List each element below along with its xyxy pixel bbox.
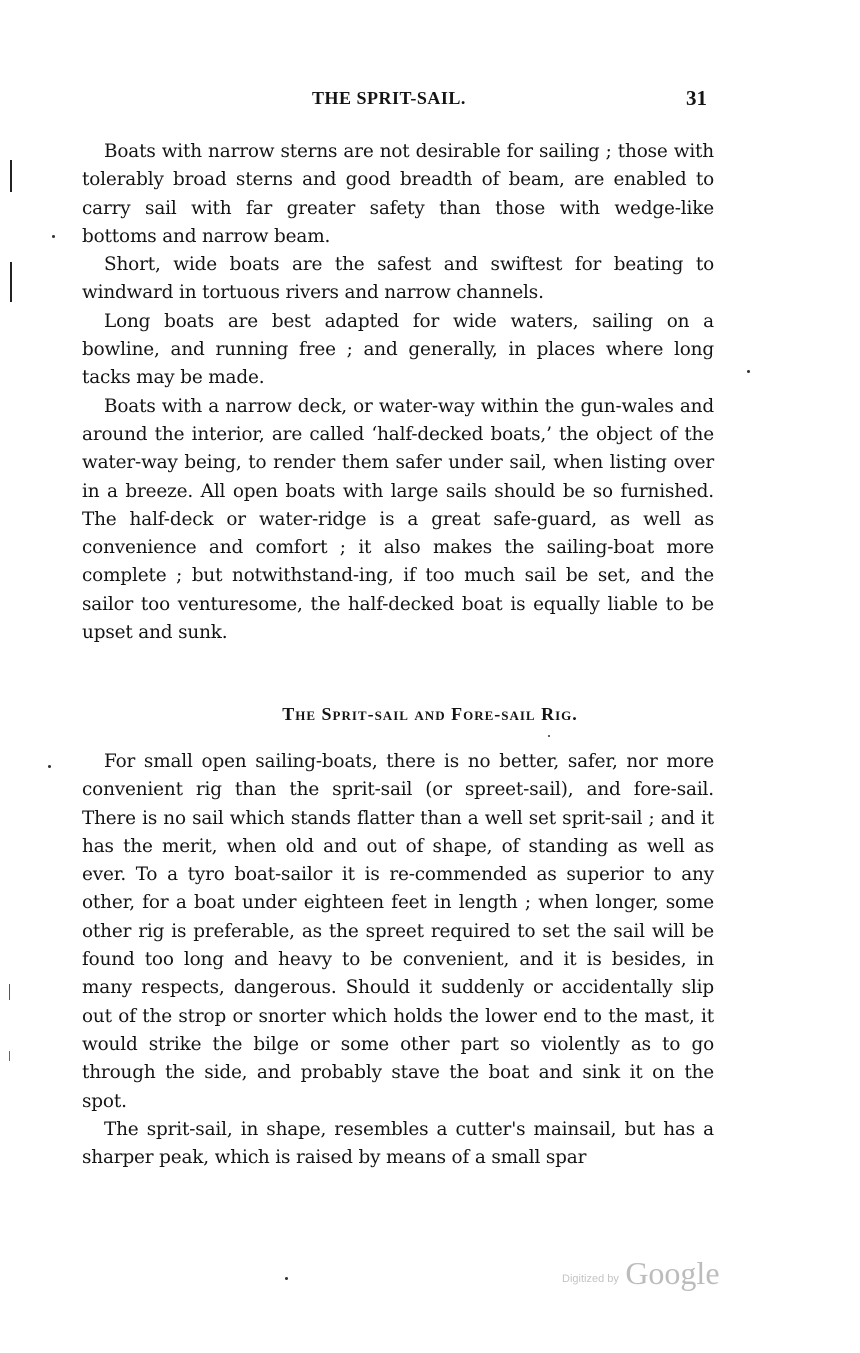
page-number: 31 bbox=[686, 86, 707, 110]
section-heading: The Sprit-sail and Fore-sail Rig. bbox=[282, 704, 578, 724]
section-two-body bbox=[82, 748, 714, 1172]
margin-mark bbox=[10, 262, 12, 302]
margin-mark bbox=[10, 160, 12, 192]
google-logo-text: Google bbox=[625, 1255, 720, 1291]
scan-speck bbox=[747, 370, 750, 373]
margin-mark bbox=[9, 984, 10, 1000]
paragraph: Short, wide boats are the safest and swiftest for beating to windward in tortuous rivers and narrow channels. bbox=[82, 254, 714, 304]
paragraph: Long boats are best adapted for wide waters, sailing on a bowline, and running free ; and generally, in places where long tacks may be made. bbox=[82, 310, 714, 389]
scan-speck bbox=[52, 235, 55, 238]
scan-speck bbox=[285, 1277, 288, 1280]
scan-speck bbox=[48, 765, 51, 768]
watermark-prefix: Digitized by bbox=[562, 1273, 619, 1285]
paragraph: Boats with a narrow deck, or water-way within the gun-wales and around the interior, are called ‘half-decked boats,’ the object of the water-way being, to render them safer under sail, when listing over in a breeze. All open boats with large sails should be so furnished. The half-deck or water-ridge is a great safe-guard, as well as convenience and comfort ; it also makes the sailing-boat more complete ; but notwithstand-ing, if too much sail be set, and the sailor too venturesome, the half-decked boat is equally liable to be upset and sunk. bbox=[82, 395, 714, 644]
running-title: THE SPRIT-SAIL. bbox=[312, 88, 466, 108]
scan-speck bbox=[548, 735, 550, 737]
digitized-watermark bbox=[562, 1255, 720, 1292]
paragraph: The sprit-sail, in shape, resembles a cutter's mainsail, but has a sharper peak, which is raised by means of a small spar bbox=[82, 1118, 714, 1169]
paragraph: Boats with narrow sterns are not desirable for sailing ; those with tolerably broad sterns and good breadth of beam, are enabled to carry sail with far greater safety than those with wedge-like bottoms and narrow beam. bbox=[82, 141, 714, 247]
margin-mark bbox=[9, 1051, 10, 1061]
section-one-body bbox=[82, 138, 714, 647]
paragraph: For small open sailing-boats, there is no better, safer, nor more convenient rig than the sprit-sail (or spreet-sail), and fore-sail. There is no sail which stands flatter than a well set sprit-sail ; and it has the merit, when old and out of shape, of standing as well as ever. To a tyro boat-sailor it is re-commended as superior to any other, for a boat under eighteen feet in length ; when longer, some other rig is preferable, as the spreet required to set the sail will be found too long and heavy to be convenient, and it is besides, in many respects, dangerous. Should it suddenly or accidentally slip out of the strop or snorter which holds the lower end to the mast, it would strike the bilge or some other part so violently as to go through the side, and probably stave the boat and sink it on the spot. bbox=[82, 751, 714, 1112]
